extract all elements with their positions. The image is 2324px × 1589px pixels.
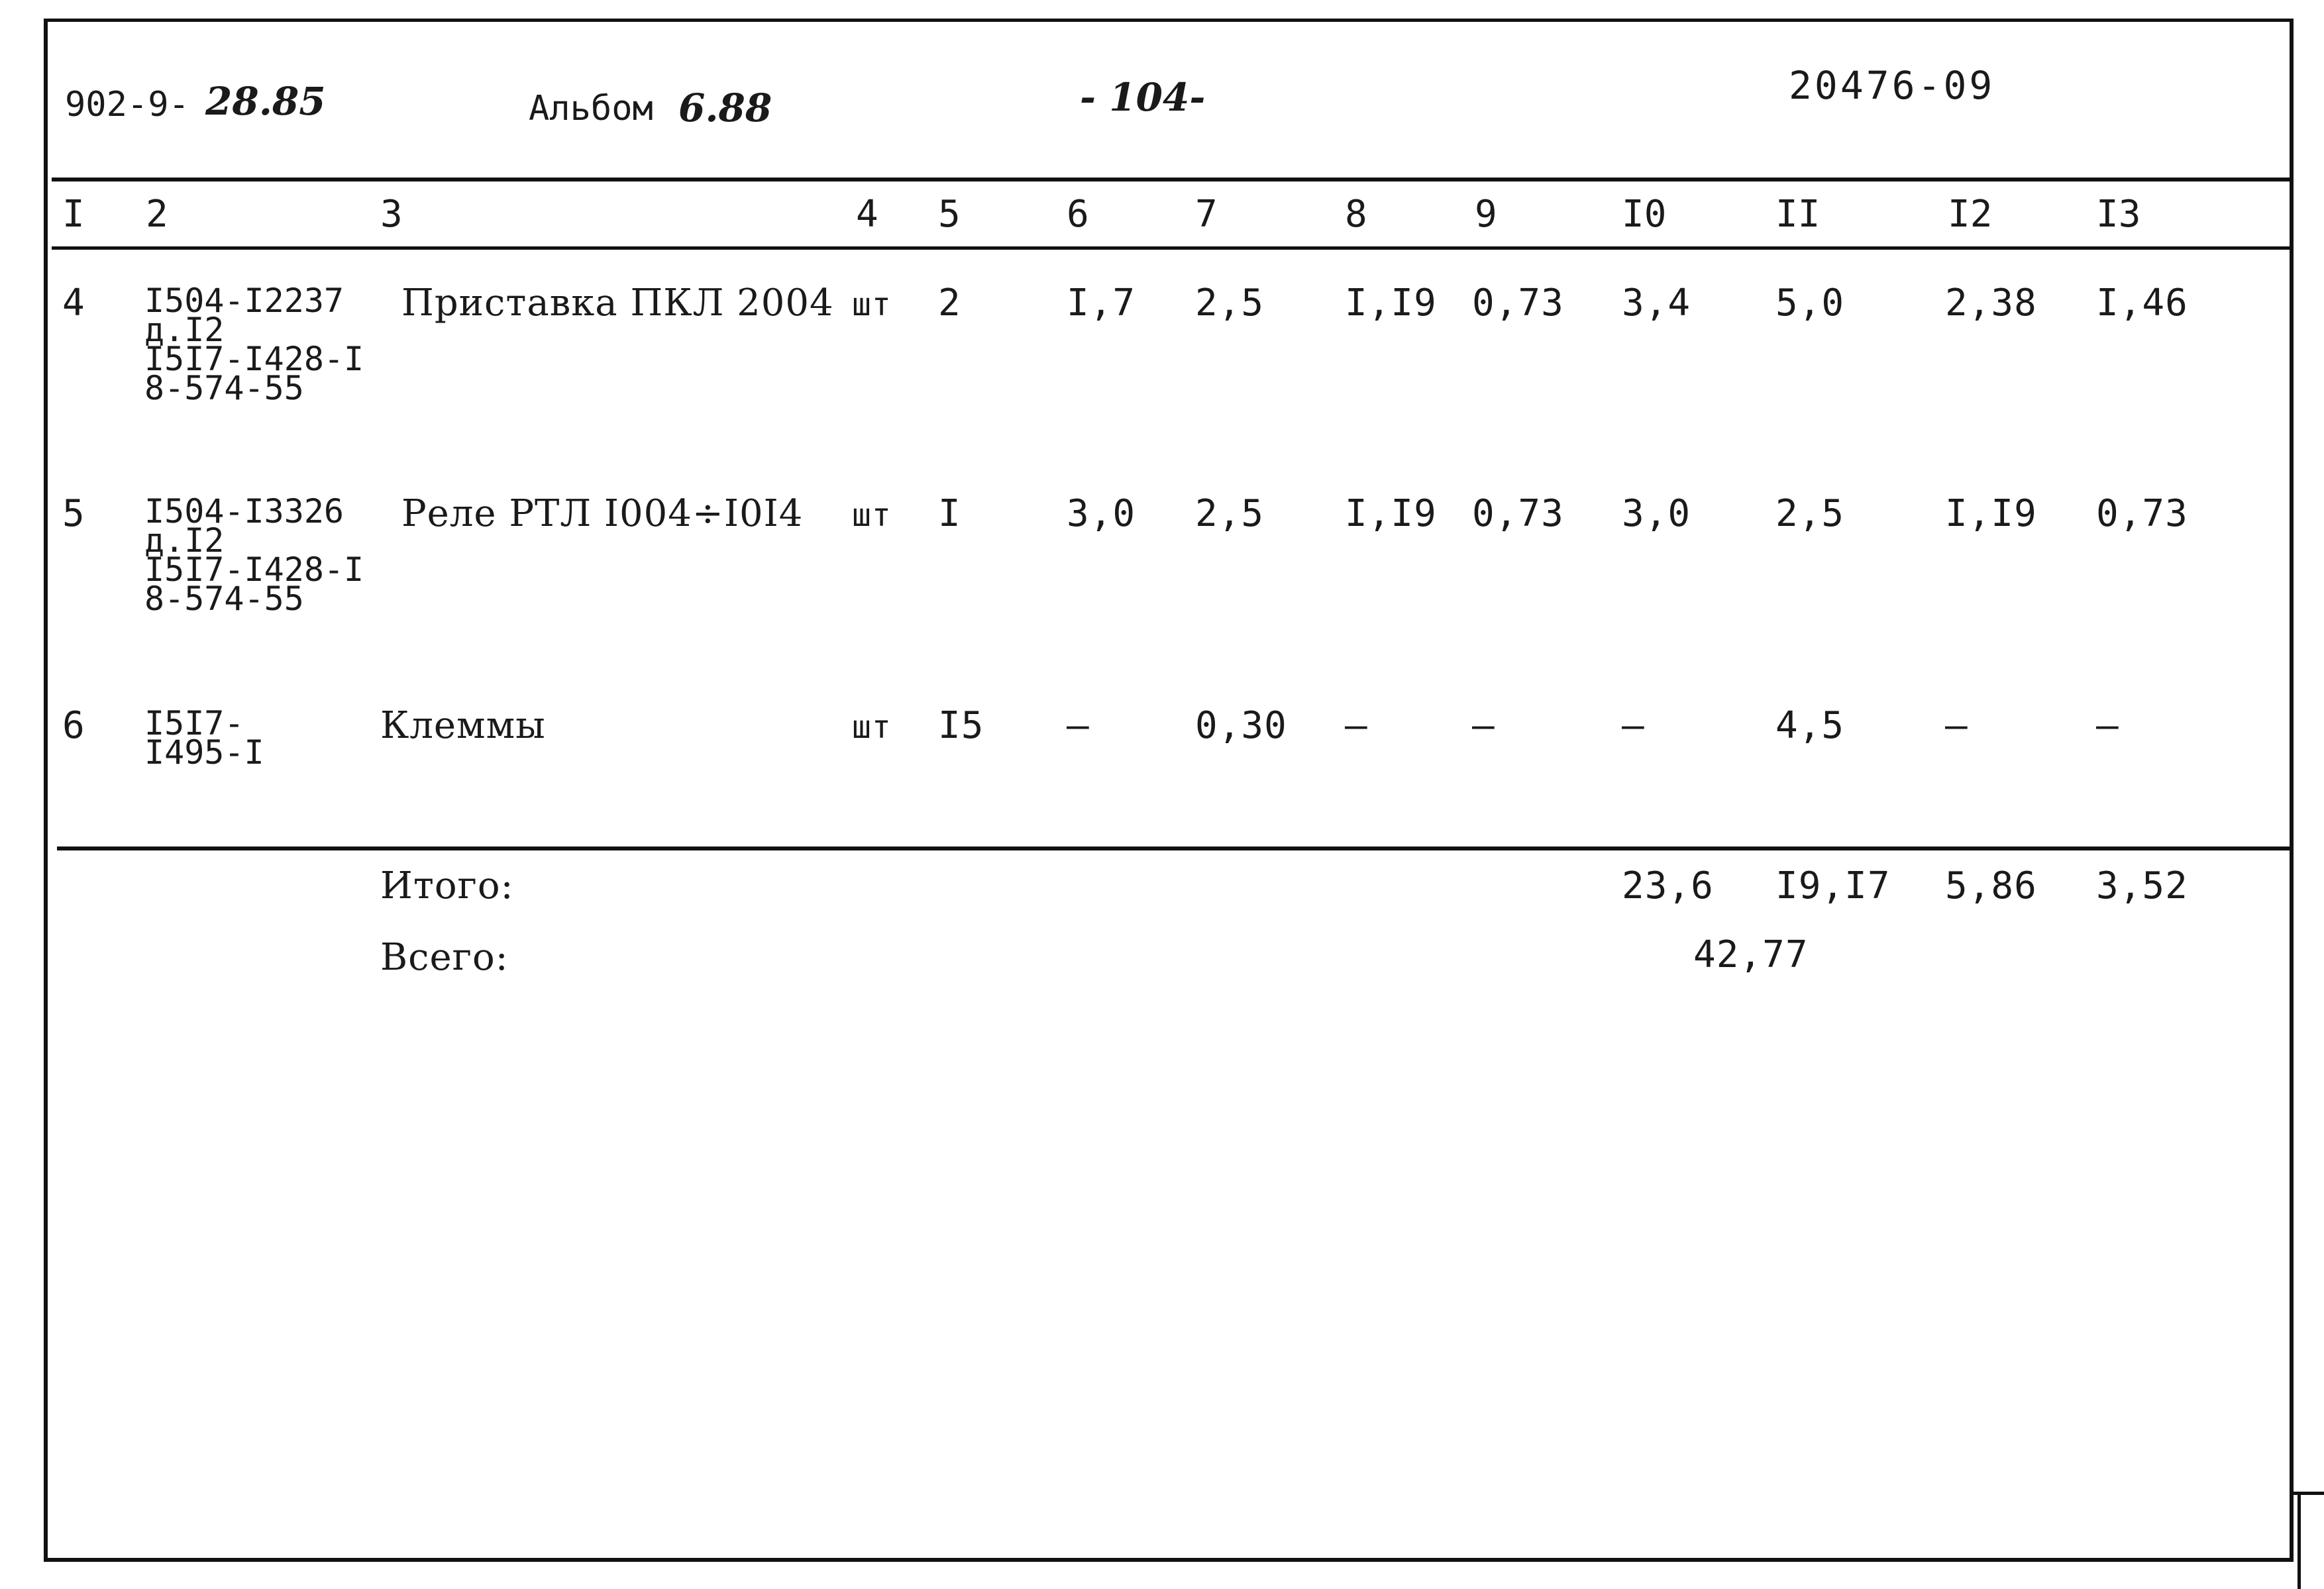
col13-value: –	[2096, 704, 2119, 747]
series-handwritten: 28.85	[205, 79, 326, 124]
header-rule-top	[52, 178, 2294, 181]
item-name: Клеммы	[380, 704, 546, 747]
col9-value: –	[1472, 704, 1495, 747]
document-number: 20476-09	[1789, 63, 1995, 108]
item-codes: I5I7- I495-I	[144, 704, 264, 772]
series-prefix: 902-9-	[65, 85, 189, 125]
page-number-handwritten: - 104-	[1080, 75, 1206, 120]
row-number: 4	[62, 282, 85, 325]
col5-value: 2	[938, 282, 961, 325]
col5-value: I	[938, 492, 961, 535]
frame-corner-mark-vertical	[2298, 1492, 2301, 1589]
item-codes: I504-I3326 д.I2 I5I7-I428-I 8-574-55	[144, 492, 364, 618]
col-header-12: I2	[1948, 193, 1993, 236]
col-header-5: 5	[938, 193, 961, 236]
itogo-col10: 23,6	[1622, 864, 1714, 907]
col10-value: –	[1622, 704, 1645, 747]
col12-value: 2,38	[1945, 282, 2037, 325]
album-label: Альбом	[529, 89, 653, 128]
item-name: Приставка ПКЛ 2004	[401, 282, 834, 325]
col-header-3: 3	[380, 193, 403, 236]
unit: шт	[852, 709, 892, 746]
unit: шт	[852, 497, 892, 534]
col7-value: 0,30	[1195, 704, 1287, 747]
col-header-11: II	[1775, 193, 1821, 236]
vsego-value: 42,77	[1693, 933, 1809, 976]
col7-value: 2,5	[1195, 492, 1265, 535]
itogo-col11: I9,I7	[1775, 864, 1891, 907]
col-header-4: 4	[856, 193, 878, 236]
col13-value: 0,73	[2096, 492, 2188, 535]
itogo-label: Итого:	[380, 864, 514, 907]
col-header-1: I	[62, 193, 85, 236]
col-header-13: I3	[2096, 193, 2141, 236]
col10-value: 3,0	[1622, 492, 1691, 535]
col7-value: 2,5	[1195, 282, 1265, 325]
page-frame	[44, 19, 2294, 1562]
col8-value: –	[1345, 704, 1368, 747]
col11-value: 5,0	[1775, 282, 1845, 325]
album-handwritten: 6.88	[678, 85, 772, 130]
row-number: 5	[62, 492, 85, 535]
vsego-label: Всего:	[380, 936, 509, 979]
col8-value: I,I9	[1345, 492, 1437, 535]
unit: шт	[852, 286, 892, 323]
col5-value: I5	[938, 704, 984, 747]
col10-value: 3,4	[1622, 282, 1691, 325]
col6-value: –	[1067, 704, 1090, 747]
col9-value: 0,73	[1472, 282, 1564, 325]
col6-value: I,7	[1067, 282, 1136, 325]
header-rule-bottom	[52, 246, 2294, 250]
totals-rule	[57, 846, 2294, 850]
col-header-9: 9	[1475, 193, 1497, 236]
col-header-7: 7	[1195, 193, 1218, 236]
col-header-8: 8	[1345, 193, 1367, 236]
item-codes: I504-I2237 д.I2 I5I7-I428-I 8-574-55	[144, 282, 364, 407]
col12-value: –	[1945, 704, 1968, 747]
itogo-col12: 5,86	[1945, 864, 2037, 907]
col12-value: I,I9	[1945, 492, 2037, 535]
row-number: 6	[62, 704, 85, 747]
col11-value: 2,5	[1775, 492, 1845, 535]
col-header-6: 6	[1067, 193, 1089, 236]
itogo-col13: 3,52	[2096, 864, 2188, 907]
col13-value: I,46	[2096, 282, 2188, 325]
col11-value: 4,5	[1775, 704, 1845, 747]
col-header-2: 2	[146, 193, 168, 236]
col6-value: 3,0	[1067, 492, 1136, 535]
col-header-10: I0	[1622, 193, 1667, 236]
col9-value: 0,73	[1472, 492, 1564, 535]
col8-value: I,I9	[1345, 282, 1437, 325]
item-name: Реле РТЛ I004÷I0I4	[401, 492, 804, 535]
